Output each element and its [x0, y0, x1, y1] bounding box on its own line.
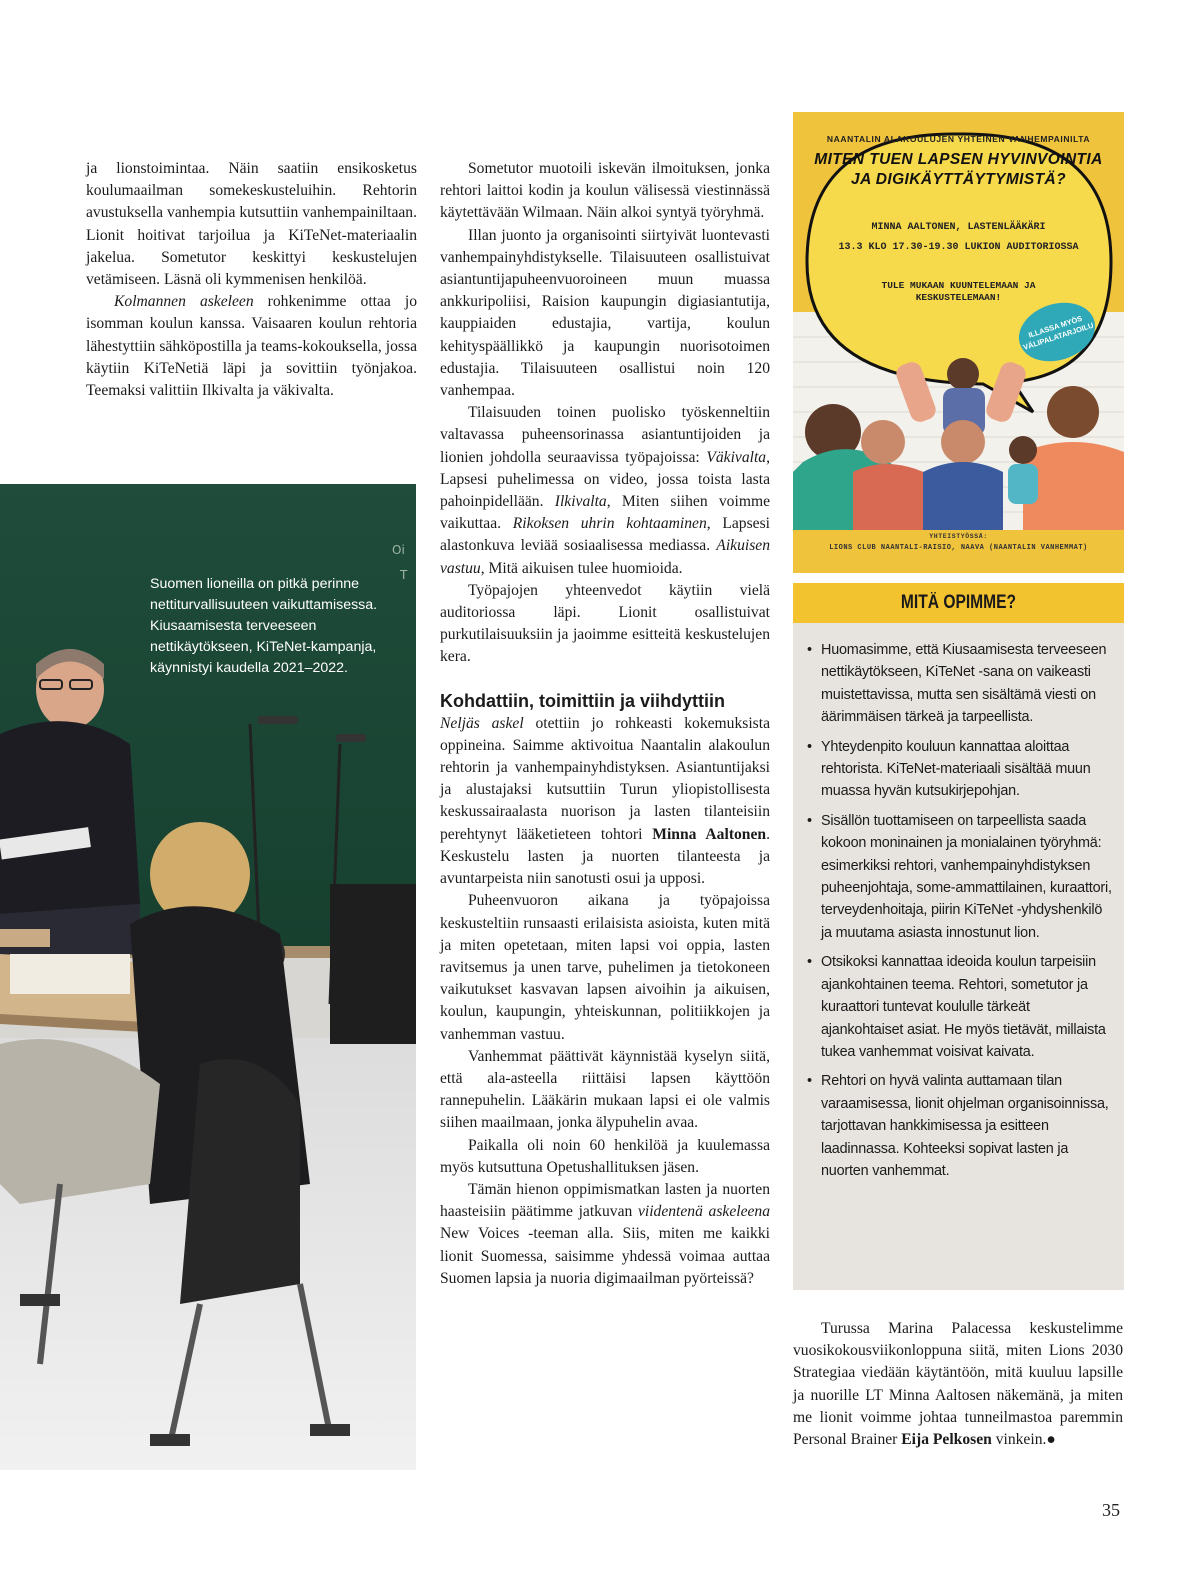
poster-cooperation-partners: LIONS CLUB NAANTALI-RAISIO, NAAVA (NAANTALIN VANHEMMAT) — [829, 544, 1088, 552]
poster-snack-badge: ILLASSA MYÖS VÄLIPALATARJOILU — [1011, 293, 1102, 370]
lessons-box-title: MITÄ OPIMME? — [900, 592, 1017, 613]
paragraph-text: otettiin jo rohkeasti kokemuksista oppineina. Saimme aktivoitua Naantalin alakoulun rehtorin ja vanhempainyhdistyksen. Asiantuntijaksi ja alustajaksi kutsuttiin Turun yliopistollisesta keskussairaalasta nuorison ja lasten tilanteisiin perehtynyt lääketieteen tohtori — [440, 714, 770, 843]
paragraph — [86, 291, 417, 402]
paragraph: Vanhemmat päättivät käynnistää kyselyn siitä, että ala-asteella riittäisi lapsen käyttöön rannepuhelin. Lääkärin mukaan lapsi ei ole valmis siihen maailmaan, jonka älypuhelin avaa. — [440, 1047, 770, 1132]
article-column-2 — [440, 158, 770, 1290]
emphasis: Aikuisen vastuu — [440, 537, 770, 577]
page-number: 35 — [1102, 1500, 1120, 1520]
poster-speaker: MINNA AALTONEN, LASTENLÄÄKÄRI — [871, 222, 1046, 233]
paragraph — [440, 1179, 770, 1290]
paragraph: Sometutor muotoili iskevän ilmoituksen, jonka rehtori laittoi kodin ja koulun välisessä viestinnässä käytettävään Wilmaan. Näin alkoi syntyä työryhmä. — [440, 160, 770, 222]
emphasis: Neljäs askel — [440, 714, 524, 732]
emphasis: Ilkivalta — [554, 493, 607, 511]
paragraph-text: , Miten siihen voimme vaikuttaa. — [440, 493, 770, 533]
poster-cooperation-label: YHTEISTYÖSSÄ: — [929, 533, 988, 540]
bold-name: Eija Pelkosen — [901, 1431, 992, 1449]
paragraph: Puheenvuoron aikana ja työpajoissa keskusteltiin runsaasti erilaisista asioista, kuten mitä ja miten opetetaan, miten lapsi voi oppia, lasten ravitsemus ja unen tarve, puhelimen ja tietokoneen vaikutukset kasvavan lapsen aivoihin ja aikuisen, koulun, kaupungin, yhteiskunnan, politiikkojen ja vanhemman vastuu. — [440, 892, 770, 1043]
paragraph-text: vinkein.● — [991, 1431, 1056, 1449]
paragraph — [440, 713, 770, 891]
paragraph-text: , Lapsesi puhelimessa on video, jossa toista lasta pahoinpidellään. — [440, 448, 770, 511]
paragraph: Illan juonto ja organisointi siirtyivät luontevasti vanhempainyhdistykselle. Tilaisuuteen osallistuivat asiantuntijapuheenvuoroineen muun muassa ankkuripoliisi, Raision kaupungin digiasiantutija, kauppiaiden edustajia, vartija, koulun kehityspäällikkö ja kaupungin nuorisotoimen edustajia. Tilaisuuteen osallistui noin 120 vanhempaa. — [440, 226, 770, 400]
event-poster — [793, 112, 1124, 573]
lessons-list — [793, 623, 1124, 1182]
article-column-1 — [86, 158, 417, 402]
paragraph-text: Tämän hienon oppimismatkan lasten ja nuorten haasteisiin päätimme jatkuvan — [440, 1180, 770, 1221]
list-item: • Huomasimme, että Kiusaamisesta terveeseen nettikäytökseen, KiTeNet -sana on vaikeasti muistettavissa, mutta sen sisältämä viesti on äärimmäisen tärkeä ja tarpeellista. — [807, 639, 1112, 729]
paragraph: ja lionstoimintaa. Näin saatiin ensikosketus koulumaailman somekeskusteluihin. Rehtorin avustuksella vanhempia kutsuttiin vanhempainiltaan. Lionit hoitivat tarjoilua ja KiTeNet-materiaalin jakelua. Sometutor keskittyi keskustelujen vetämiseen. Läsnä oli kymmenisen henkilöä. — [86, 160, 417, 289]
paragraph-text: , Lapsesi alastonkuva leviää sosiaalisessa mediassa. — [440, 515, 770, 555]
paragraph-text: Turussa Marina Palacessa keskustelimme vuosikokousviikonloppuna siitä, miten Lions 2030 Strategiaa viedään käytäntöön, mitä kuuluu lapsille ja nuorille LT Minna Aaltosen näkemänä, ja miten me lionit voimme johtaa tunneilmastoa paremmin Personal Brainer — [793, 1320, 1123, 1449]
paragraph-text: . Keskustelu lasten ja nuorten tilanteesta ja avuntarpeista niin sanotusti osui ja upposi. — [440, 825, 770, 888]
paragraph — [440, 402, 770, 580]
bold-name: Minna Aaltonen — [652, 825, 767, 843]
list-item: • Sisällön tuottamiseen on tarpeellista saada kokoon moninainen ja monialainen työryhmä: esimerkiksi rehtori, vanhempainyhdistyksen puheenjohtaja, some-ammattilainen, kuraattori, terveydenhoitaja, piirin KiTeNet -yhdyshenkilö ja muutama asiasta innostunut lion. — [807, 810, 1112, 944]
paragraph — [793, 1318, 1123, 1451]
emphasis: Väkivalta — [706, 448, 767, 466]
section-heading: Kohdattiin, toimittiin ja viihdyttiin — [440, 690, 725, 711]
poster-datetime: 13.3 KLO 17.30-19.30 LUKION AUDITORIOSSA — [838, 242, 1079, 253]
paragraph-text: Tilaisuuden toinen puolisko työskenneltiin valtavassa puheensorinassa asiantuntijoiden ja lionien johdolla seuraavissa työpajoissa: — [440, 404, 770, 466]
photo-caption: Suomen lioneilla on pitkä perinne nettiturvallisuuteen vaikuttamisessa. Kiusaamisesta terveeseen nettikäytökseen, KiTeNet-kampanja, käynnistyi kaudella 2021–2022. — [150, 576, 378, 676]
emphasis: Rikoksen uhrin kohtaaminen — [512, 515, 707, 533]
emphasis: viidentenä askeleena — [637, 1203, 771, 1221]
poster-title: MITEN TUEN LAPSEN HYVINVOINTIA JA DIGIKÄYTTÄYTYMISTÄ? — [814, 151, 1103, 188]
classroom-photo — [0, 484, 416, 1470]
paragraph-text: New Voices -teeman alla. Siis, miten me kaikki lionit Suomessa, saisimme yhdessä voimaa auttaa Suomen lapsia ja nuoria digimaailman pyörteissä? — [440, 1225, 770, 1287]
svg-text:T: T — [400, 568, 408, 582]
poster-invitation: TULE MUKAAN KUUNTELEMAAN JA KESKUSTELEMAAN! — [881, 280, 1036, 303]
emphasis: Kolmannen askeleen — [114, 293, 254, 311]
paragraph: Työpajojen yhteenvedot käytiin vielä auditoriossa läpi. Lionit osallistuivat purkutilaisuuksiin ja jaoimme esitteitä keskustelujen kera. — [440, 581, 770, 666]
list-item: • Rehtori on hyvä valinta auttamaan tilan varaamisessa, lionit ohjelman organisoinnissa, tarjottavan hankkimisessa ja esitteen laadinnassa. Kohteeksi sopivat lasten ja nuorten vanhemmat. — [807, 1070, 1112, 1182]
svg-text:Oi: Oi — [392, 543, 405, 557]
paragraph-text: rohkenimme ottaa jo isomman koulun kanssa. Vaisaaren koulun rehtoria lähestyttiin sähköpostilla ja teams-kokouksella, jossa käytiin KiTeNetiä läpi ja sovittiin työnjakoa. Teemaksi valittiin Ilkivalta ja väkivalta. — [86, 293, 417, 400]
lessons-box-header — [793, 583, 1124, 623]
list-item: • Yhteydenpito kouluun kannattaa aloittaa rehtorista. KiTeNet-materiaali sisältää muun muassa hyvän kutsukirjepohjan. — [807, 736, 1112, 803]
poster-organizer: NAANTALIN ALAKOULUJEN YHTEINEN VANHEMPAINILTA — [826, 134, 1091, 144]
paragraph: Paikalla oli noin 60 henkilöä ja kuulemassa myös kutsuttuna Opetushallituksen jäsen. — [440, 1136, 770, 1176]
paragraph-text: , Mitä aikuisen tulee huomioida. — [480, 559, 683, 577]
lessons-box — [793, 623, 1124, 1290]
article-column-3 — [793, 1318, 1123, 1451]
list-item: • Otsikoksi kannattaa ideoida koulun tarpeisiin ajankohtainen teema. Rehtori, sometutor ja kuraattori tuntevat koululle tärkeät ajankohtaiset asiat. He myös tietävät, millaista tukea vanhemmat voisivat kaivata. — [807, 951, 1112, 1063]
